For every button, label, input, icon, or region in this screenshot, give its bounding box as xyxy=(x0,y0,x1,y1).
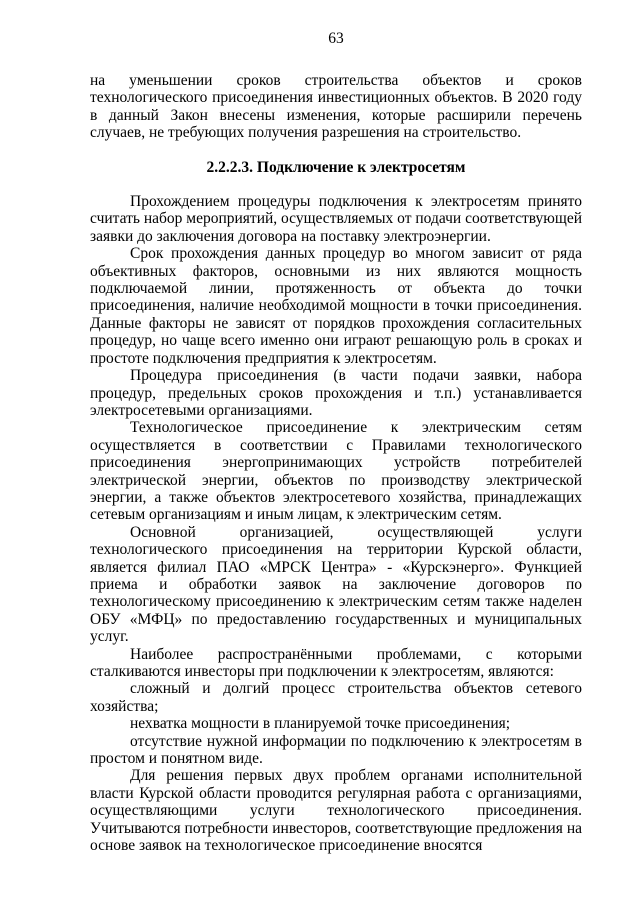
problem-list-item: отсутствие нужной информации по подключению к электросетям в простом и понятном виде. xyxy=(90,732,582,768)
section-heading: 2.2.2.3. Подключение к электросетям xyxy=(206,158,466,176)
paragraph-organization: Основной организацией, осуществляющей услуги технологического присоединения на территории Курской области, является филиал ПАО «МРСК Центра» - «Курскэнерго». Функцией приема и обработки заявок на заключение договоров по технологическому присоединению к электрическим сетям также наделен ОБУ «МФЦ» по предоставлению государственных и муниципальных услуг. xyxy=(90,523,582,646)
intro-paragraph: на уменьшении сроков строительства объектов и сроков технологического присоединения инвестиционных объектов. В 2020 году в данный Закон внесены изменения, которые расширили перечень случаев, не требующих получения разрешения на строительство. xyxy=(90,72,582,142)
paragraph-definition: Прохождением процедуры подключения к электросетям принято считать набор мероприятий, осуществляемых от подачи соответствующей заявки до заключения договора на поставку электроэнергии. xyxy=(90,193,582,245)
problem-list-item: сложный и долгий процесс строительства объектов сетевого хозяйства; xyxy=(90,680,582,715)
paragraph-procedure: Процедура присоединения (в части подачи заявки, набора процедур, предельных сроков прохождения и т.п.) устанавливается электросетевыми организациями. xyxy=(90,367,582,419)
paragraph-rules: Технологическое присоединение к электрическим сетям осуществляется в соответствии с Правилами технологического присоединения энергопринимающих устройств потребителей электрической энергии, объектов по производству электрической энергии, а также объектов электросетевого хозяйства, принадлежащих сетевым организациям и иным лицам, к электрическим сетям. xyxy=(90,419,582,524)
paragraph-factors: Срок прохождения данных процедур во многом зависит от ряда объективных факторов, основными из них являются мощность подключаемой линии, протяженность от объекта до точки присоединения, наличие необходимой мощности в точки присоединения. Данные факторы не зависят от порядков прохождения согласительных процедур, но чаще всего именно они играют решающую роль в сроках и простоте подключения предприятия к электросетям. xyxy=(90,245,582,367)
closing-paragraph: Для решения первых двух проблем органами исполнительной власти Курской области проводится регулярная работа с организациями, осуществляющими услуги технологического присоединения. Учитываются потребности инвесторов, соответствующие предложения на основе заявок на технологическое присоединение вносятся xyxy=(90,767,582,855)
paragraph-problems-intro: Наиболее распространёнными проблемами, с которыми сталкиваются инвесторы при подключении к электросетям, являются: xyxy=(90,645,582,680)
page-number: 63 xyxy=(328,30,344,47)
problem-list-item: нехватка мощности в планируемой точке присоединения; xyxy=(130,715,511,733)
document-body xyxy=(90,72,582,854)
